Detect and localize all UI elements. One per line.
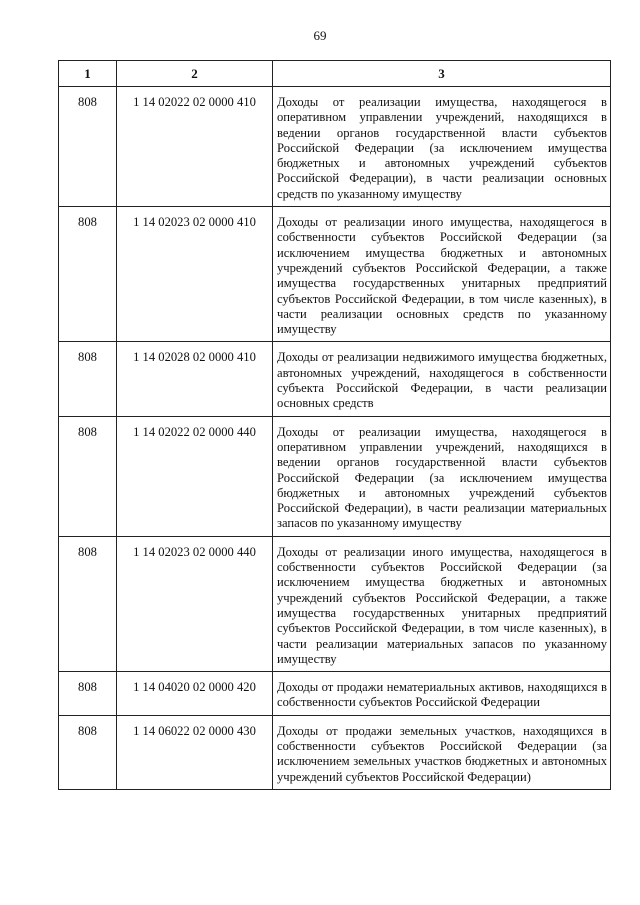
budget-code-cell: 1 14 02028 02 0000 410 bbox=[117, 342, 273, 416]
table-header-row bbox=[59, 61, 611, 87]
description-cell: Доходы от продажи земельных участков, находящихся в собственности субъектов Российской Федерации (за исключением земельных участков бюджетных и автономных учреждений субъектов Российской Федерации) bbox=[273, 715, 611, 789]
description-cell: Доходы от реализации имущества, находящегося в оперативном управлении учреждений, находящихся в ведении органов государственной власти субъектов Российской Федерации (за исключением имущества бюджетных и автономных учреждений субъектов Российской Федерации), в части реализации материальных запасов по указанному имуществу bbox=[273, 416, 611, 536]
column-header-description: 3 bbox=[273, 61, 611, 87]
budget-code-cell: 1 14 02022 02 0000 410 bbox=[117, 87, 273, 207]
budget-code-cell: 1 14 04020 02 0000 420 bbox=[117, 672, 273, 716]
description-cell: Доходы от продажи нематериальных активов, находящихся в собственности субъектов Российской Федерации bbox=[273, 672, 611, 716]
admin-code-cell: 808 bbox=[59, 207, 117, 342]
table-row bbox=[59, 715, 611, 789]
admin-code-cell: 808 bbox=[59, 87, 117, 207]
description-cell: Доходы от реализации иного имущества, находящегося в собственности субъектов Российской Федерации (за исключением имущества бюджетных и автономных учреждений субъектов Российской Федерации, а также имущества государственных унитарных предприятий субъектов Российской Федерации, в том числе казенных), в части реализации материальных запасов по указанному имуществу bbox=[273, 536, 611, 671]
description-cell: Доходы от реализации имущества, находящегося в оперативном управлении учреждений, находящихся в ведении органов государственной власти субъектов Российской Федерации (за исключением имущества бюджетных и автономных учреждений субъектов Российской Федерации), в части реализации основных средств по указанному имуществу bbox=[273, 87, 611, 207]
table-row bbox=[59, 87, 611, 207]
page-number: 69 bbox=[313, 28, 327, 43]
table-row bbox=[59, 416, 611, 536]
admin-code-cell: 808 bbox=[59, 536, 117, 671]
admin-code-cell: 808 bbox=[59, 715, 117, 789]
description-cell: Доходы от реализации недвижимого имущества бюджетных, автономных учреждений, находящегося в собственности субъекта Российской Федерации, в части реализации основных средств bbox=[273, 342, 611, 416]
budget-code-cell: 1 14 06022 02 0000 430 bbox=[117, 715, 273, 789]
revenue-codes-table bbox=[58, 60, 611, 790]
table-row bbox=[59, 207, 611, 342]
column-header-code: 2 bbox=[117, 61, 273, 87]
budget-code-cell: 1 14 02023 02 0000 440 bbox=[117, 536, 273, 671]
table-row bbox=[59, 342, 611, 416]
admin-code-cell: 808 bbox=[59, 416, 117, 536]
description-cell: Доходы от реализации иного имущества, находящегося в собственности субъектов Российской Федерации (за исключением имущества бюджетных и автономных учреждений субъектов Российской Федерации, а также имущества государственных унитарных предприятий субъектов Российской Федерации, в том числе казенных), в части реализации основных средств по указанному имуществу bbox=[273, 207, 611, 342]
admin-code-cell: 808 bbox=[59, 342, 117, 416]
table-row bbox=[59, 536, 611, 671]
budget-code-cell: 1 14 02022 02 0000 440 bbox=[117, 416, 273, 536]
admin-code-cell: 808 bbox=[59, 672, 117, 716]
budget-code-cell: 1 14 02023 02 0000 410 bbox=[117, 207, 273, 342]
table-row bbox=[59, 672, 611, 716]
column-header-admin: 1 bbox=[59, 61, 117, 87]
